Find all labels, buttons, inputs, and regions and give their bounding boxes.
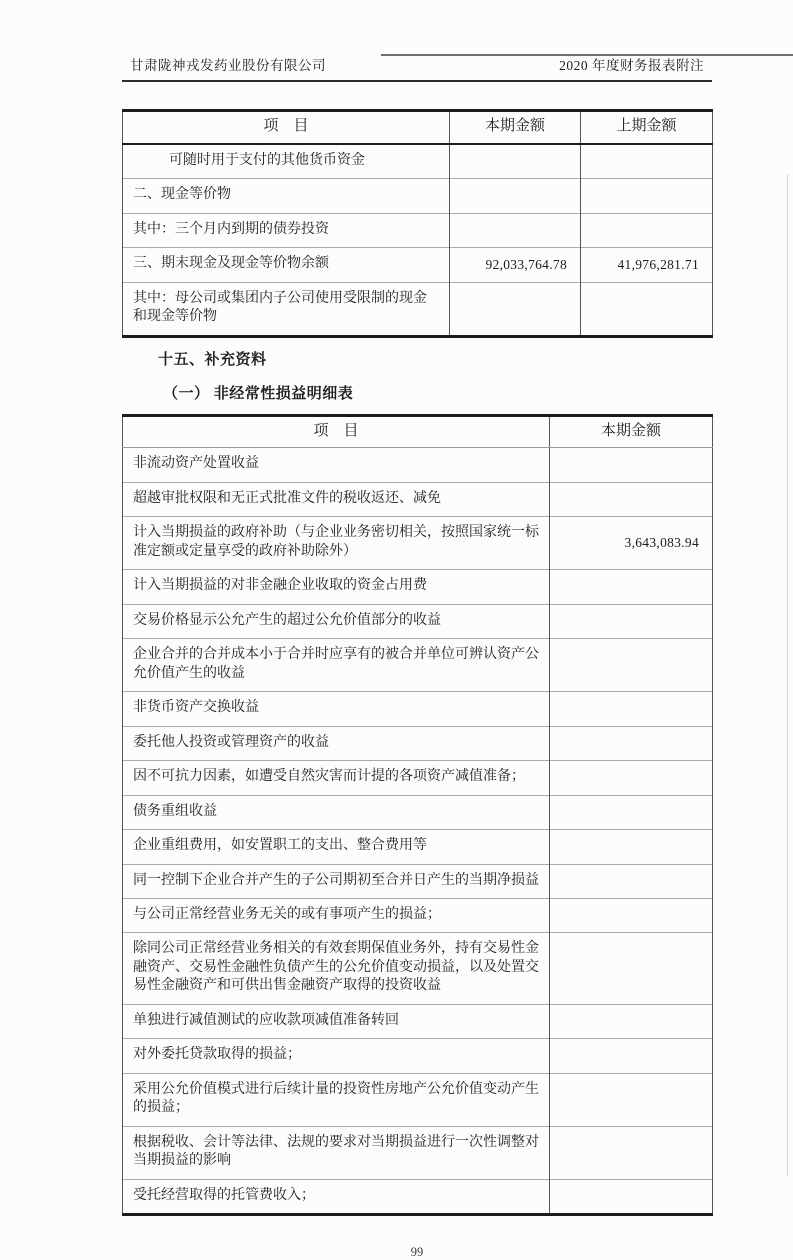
column-header-prior-amount: 上期金额 (581, 111, 713, 144)
table-row (123, 795, 713, 829)
current-amount-cell (550, 1179, 713, 1214)
cash-equivalents-table (122, 109, 713, 338)
item-cell: 计入当期损益的政府补助（与企业业务密切相关，按照国家统一标准定额或定量享受的政府补助除外） (123, 517, 550, 570)
item-cell: 交易价格显示公允产生的超过公允价值部分的收益 (123, 604, 550, 638)
current-amount-cell (550, 830, 713, 864)
table-row (123, 213, 713, 247)
current-amount-cell (550, 604, 713, 638)
prior-amount-cell (581, 282, 713, 336)
prior-amount-cell (581, 144, 713, 179)
item-cell: 因不可抗力因素，如遭受自然灾害而计提的各项资产减值准备； (123, 761, 550, 795)
current-amount-cell (550, 1126, 713, 1179)
item-cell: 非流动资产处置收益 (123, 448, 550, 482)
table-row (123, 1073, 713, 1126)
table-row (123, 726, 713, 760)
table-row (123, 517, 713, 570)
current-amount-cell (450, 213, 581, 247)
item-cell: 企业合并的合并成本小于合并时应享有的被合并单位可辨认资产公允价值产生的收益 (123, 639, 550, 692)
current-amount-cell (450, 179, 581, 213)
item-cell: 三、期末现金及现金等价物余额 (123, 248, 450, 282)
current-amount-cell (550, 482, 713, 516)
item-cell: 非货币资产交换收益 (123, 692, 550, 726)
table-row (123, 898, 713, 932)
current-amount-cell (550, 726, 713, 760)
page-content (122, 54, 712, 1260)
prior-amount-cell (581, 179, 713, 213)
section-subtitle: （一） 非经常性损益明细表 (163, 385, 354, 402)
company-name: 甘肃陇神戎发药业股份有限公司 (130, 58, 326, 73)
item-cell: 根据税收、会计等法律、法规的要求对当期损益进行一次性调整对当期损益的影响 (123, 1126, 550, 1179)
item-cell: 超越审批权限和无正式批准文件的税收返还、减免 (123, 482, 550, 516)
page-number: 99 (410, 1245, 424, 1260)
current-amount-cell (550, 692, 713, 726)
table-row (123, 864, 713, 898)
table-header-row (123, 415, 713, 448)
column-header-item: 项 目 (123, 415, 550, 448)
current-amount-cell: 92,033,764.78 (450, 248, 581, 282)
item-cell: 采用公允价值模式进行后续计量的投资性房地产公允价值变动产生的损益； (123, 1073, 550, 1126)
table-row (123, 1004, 713, 1038)
current-amount-cell (550, 864, 713, 898)
document-header (122, 54, 712, 82)
table-row (123, 639, 713, 692)
current-amount-cell (550, 1073, 713, 1126)
table-row (123, 692, 713, 726)
table-row (123, 830, 713, 864)
section-title: 十五、补充资料 (158, 351, 267, 368)
item-cell: 对外委托贷款取得的损益； (123, 1039, 550, 1073)
item-cell: 计入当期损益的对非金融企业收取的资金占用费 (123, 570, 550, 604)
current-amount-cell (550, 933, 713, 1004)
current-amount-cell (550, 1004, 713, 1038)
current-amount-cell (550, 795, 713, 829)
table-row (123, 570, 713, 604)
table-row (123, 604, 713, 638)
table-row (123, 179, 713, 213)
item-cell: 二、现金等价物 (123, 179, 450, 213)
scan-right-edge-artifact (787, 174, 788, 1176)
current-amount-cell: 3,643,083.94 (550, 517, 713, 570)
current-amount-cell (550, 448, 713, 482)
table-row (123, 1126, 713, 1179)
current-amount-cell (550, 570, 713, 604)
current-amount-cell (550, 761, 713, 795)
current-amount-cell (450, 282, 581, 336)
table-row (123, 248, 713, 282)
table-row (123, 482, 713, 516)
item-cell: 单独进行减值测试的应收款项减值准备转回 (123, 1004, 550, 1038)
table-row (123, 1179, 713, 1214)
table-row (123, 448, 713, 482)
table-row (123, 933, 713, 1004)
item-cell: 受托经营取得的托管费收入； (123, 1179, 550, 1214)
table-row (123, 1039, 713, 1073)
item-cell: 除同公司正常经营业务相关的有效套期保值业务外，持有交易性金融资产、交易性金融性负债产生的公允价值变动损益，以及处置交易性金融资产和可供出售金融资产取得的投资收益 (123, 933, 550, 1004)
report-title: 2020 年度财务报表附注 (559, 58, 704, 73)
current-amount-cell (550, 898, 713, 932)
current-amount-cell (550, 1039, 713, 1073)
column-header-current-amount: 本期金额 (450, 111, 581, 144)
item-cell: 其中：母公司或集团内子公司使用受限制的现金和现金等价物 (123, 282, 450, 336)
column-header-current-amount: 本期金额 (550, 415, 713, 448)
current-amount-cell (550, 639, 713, 692)
item-cell: 同一控制下企业合并产生的子公司期初至合并日产生的当期净损益 (123, 864, 550, 898)
item-cell: 企业重组费用，如安置职工的支出、整合费用等 (123, 830, 550, 864)
column-header-item: 项 目 (123, 111, 450, 144)
item-cell: 债务重组收益 (123, 795, 550, 829)
table-header-row (123, 111, 713, 144)
table-row (123, 144, 713, 179)
current-amount-cell (450, 144, 581, 179)
non-recurring-gains-losses-table (122, 414, 713, 1217)
prior-amount-cell (581, 213, 713, 247)
item-cell: 可随时用于支付的其他货币资金 (123, 144, 450, 179)
item-cell: 委托他人投资或管理资产的收益 (123, 726, 550, 760)
prior-amount-cell: 41,976,281.71 (581, 248, 713, 282)
item-cell: 与公司正常经营业务无关的或有事项产生的损益； (123, 898, 550, 932)
item-cell: 其中：三个月内到期的债券投资 (123, 213, 450, 247)
table-row (123, 282, 713, 336)
table-row (123, 761, 713, 795)
